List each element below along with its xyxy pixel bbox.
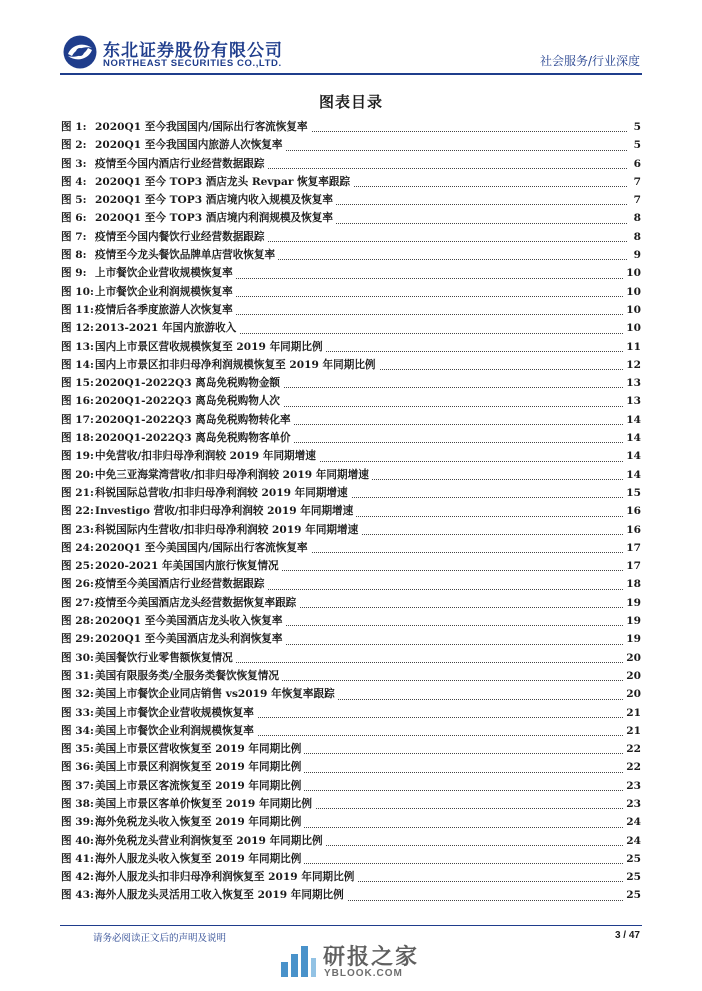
toc-entry-title: 海外免税龙头收入恢复至 2019 年同期比例	[95, 813, 304, 831]
toc-entry[interactable]	[61, 228, 641, 246]
toc-entry-page: 7	[631, 173, 641, 191]
toc-entry-label: 图 22:	[61, 505, 94, 518]
toc-entry-page: 24	[623, 832, 641, 850]
toc-entry-title: 2020Q1-2022Q3 离岛免税购物转化率	[95, 411, 294, 429]
toc-entry-page: 19	[623, 630, 641, 648]
page-number: 3 / 47	[614, 930, 640, 941]
toc-entry-label: 图 10:	[61, 285, 94, 298]
toc-entry-label: 图 40:	[61, 834, 94, 847]
toc-entry-title: 美国上市餐饮企业利润规模恢复率	[95, 722, 257, 740]
toc-entry-page: 21	[623, 722, 641, 740]
toc-entry-page: 14	[623, 429, 641, 447]
toc-entry-page: 20	[623, 667, 641, 685]
toc-title: 图表目录	[318, 93, 383, 111]
toc-entry-label: 图 29:	[61, 633, 94, 646]
toc-entry-page: 13	[623, 392, 641, 410]
toc-entry-label: 图 27:	[61, 596, 94, 609]
toc-entry-title: 2020Q1-2022Q3 离岛免税购物客单价	[95, 429, 294, 447]
toc-entry-page: 19	[623, 594, 641, 612]
toc-entry-title: 美国上市餐饮企业营收规模恢复率	[95, 704, 257, 722]
toc-entry-page: 8	[631, 228, 641, 246]
toc-entry[interactable]	[61, 575, 641, 593]
toc-entry-page: 9	[631, 246, 641, 264]
toc-entry-page: 10	[623, 301, 641, 319]
toc-entry-page: 5	[631, 118, 641, 136]
toc-entry-page: 14	[623, 466, 641, 484]
toc-entry-title: 疫情至今国内餐饮行业经营数据跟踪	[95, 228, 268, 246]
toc-entry-page: 23	[623, 777, 641, 795]
footer-disclaimer: 请务必阅读正文后的声明及说明	[93, 933, 227, 944]
toc-entry[interactable]	[61, 191, 641, 209]
toc-entry-label: 图 3:	[61, 157, 87, 170]
toc-entry[interactable]	[61, 594, 641, 612]
toc-entry[interactable]	[61, 868, 641, 886]
toc-entry-title: 2020Q1 至今美国酒店龙头收入恢复率	[95, 612, 286, 630]
toc-entry-label: 图 19:	[61, 450, 94, 463]
toc-entry-title: 2020Q1 至今我国国内旅游人次恢复率	[95, 136, 286, 154]
toc-entry[interactable]	[61, 777, 641, 795]
toc-entry-label: 图 31:	[61, 669, 94, 682]
toc-entry-label: 图 5:	[61, 194, 87, 207]
toc-entry[interactable]	[61, 392, 641, 410]
toc-entry-title: 2020Q1 至今美国国内/国际出行客流恢复率	[95, 539, 311, 557]
toc-entry-label: 图 4:	[61, 175, 87, 188]
toc-entry-page: 11	[623, 338, 641, 356]
toc-entry-page: 17	[623, 539, 641, 557]
toc-entry-label: 图 9:	[61, 267, 87, 280]
toc-entry-title: 海外人服龙头灵活用工收入恢复至 2019 年同期比例	[95, 886, 347, 904]
toc-entry-title: 美国有限服务类/全服务类餐饮恢复情况	[95, 667, 282, 685]
toc-entry[interactable]	[61, 484, 641, 502]
toc-entry-label: 图 33:	[61, 706, 94, 719]
toc-entry-title: 美国上市景区利润恢复至 2019 年同期比例	[95, 758, 304, 776]
toc-entry-title: 科锐国际内生营收/扣非归母净利润较 2019 年同期增速	[95, 521, 361, 539]
toc-entry-page: 20	[623, 649, 641, 667]
toc-entry[interactable]	[61, 612, 641, 630]
toc-entry[interactable]	[61, 118, 641, 136]
toc-entry-page: 16	[623, 502, 641, 520]
toc-entry-page: 18	[623, 575, 641, 593]
toc-entry[interactable]	[61, 447, 641, 465]
toc-entry-label: 图 6:	[61, 212, 87, 225]
footer-divider	[60, 925, 642, 926]
toc-entry-title: 中免营收/扣非归母净利润较 2019 年同期增速	[95, 447, 319, 465]
toc-entry[interactable]	[61, 886, 641, 904]
toc-entry-title: 2020-2021 年美国国内旅行恢复情况	[95, 557, 282, 575]
toc-entry[interactable]	[61, 850, 641, 868]
toc-entry-title: 中免三亚海棠湾营收/扣非归母净利润较 2019 年同期增速	[95, 466, 372, 484]
toc-entry-page: 17	[623, 557, 641, 575]
toc-entry-page: 5	[631, 136, 641, 154]
toc-entry-page: 21	[623, 704, 641, 722]
toc-entry-label: 图 23:	[61, 523, 94, 536]
toc-entry[interactable]	[61, 209, 641, 227]
toc-entry[interactable]	[61, 685, 641, 703]
toc-entry-label: 图 28:	[61, 615, 94, 628]
toc-entry-page: 25	[623, 868, 641, 886]
toc-entry[interactable]	[61, 301, 641, 319]
toc-entry-title: 疫情至今美国酒店龙头经营数据恢复率跟踪	[95, 594, 299, 612]
toc-entry-page: 24	[623, 813, 641, 831]
toc-entry-label: 图 15:	[61, 377, 94, 390]
toc-entry-title: 疫情至今龙头餐饮品牌单店营收恢复率	[95, 246, 278, 264]
toc-entry-title: 美国餐饮行业零售额恢复情况	[95, 649, 236, 667]
toc-entry[interactable]	[61, 539, 641, 557]
toc-entry-label: 图 26:	[61, 578, 94, 591]
toc-entry[interactable]	[61, 722, 641, 740]
toc-entry-title: 美国上市景区客流恢复至 2019 年同期比例	[95, 777, 304, 795]
toc-entry-label: 图 24:	[61, 541, 94, 554]
toc-entry[interactable]	[61, 338, 641, 356]
toc-entry[interactable]	[61, 795, 641, 813]
toc-entry-title: 2020Q1 至今我国国内/国际出行客流恢复率	[95, 118, 311, 136]
toc-entry[interactable]	[61, 832, 641, 850]
toc-entry[interactable]	[61, 173, 641, 191]
toc-entry-label: 图 12:	[61, 322, 94, 335]
toc-entry-label: 图 11:	[61, 303, 94, 316]
brand-name-cn: 东北证券股份有限公司	[103, 41, 283, 61]
toc-entry[interactable]	[61, 740, 641, 758]
toc-entry-title: 疫情至今美国酒店行业经营数据跟踪	[95, 575, 268, 593]
toc-entry-title: 疫情后各季度旅游人次恢复率	[95, 301, 236, 319]
toc-entry-label: 图 20:	[61, 468, 94, 481]
toc-entry[interactable]	[61, 411, 641, 429]
toc-entry-label: 图 13:	[61, 340, 94, 353]
toc-entry-page: 10	[623, 319, 641, 337]
watermark-logo-icon	[278, 940, 318, 980]
toc-entry-title: 2020Q1 至今 TOP3 酒店龙头 Revpar 恢复率跟踪	[95, 173, 353, 191]
toc-entry-label: 图 1:	[61, 121, 87, 133]
report-category: 社会服务/行业深度	[539, 54, 640, 68]
toc-entry-page: 20	[623, 685, 641, 703]
toc-entry-label: 图 18:	[61, 432, 94, 445]
watermark-text-cn: 研报之家	[323, 945, 420, 970]
toc-entry-label: 图 21:	[61, 486, 94, 499]
toc-entry-title: 海外免税龙头营业利润恢复至 2019 年同期比例	[95, 832, 326, 850]
toc-entry[interactable]	[61, 649, 641, 667]
company-logo-icon	[62, 34, 98, 70]
toc-entry-title: 2020Q1-2022Q3 离岛免税购物人次	[95, 392, 283, 410]
toc-entry-page: 25	[623, 850, 641, 868]
toc-entry-page: 6	[631, 155, 641, 173]
toc-entry-title: 国内上市景区营收规模恢复至 2019 年同期比例	[95, 338, 326, 356]
toc-entry-label: 图 36:	[61, 761, 94, 774]
toc-entry-label: 图 7:	[61, 230, 87, 243]
toc-entry-label: 图 38:	[61, 797, 94, 810]
toc-entry[interactable]	[61, 356, 641, 374]
toc-entry-label: 图 42:	[61, 871, 94, 884]
toc-entry[interactable]	[61, 557, 641, 575]
toc-entry-title: 2020Q1-2022Q3 离岛免税购物金额	[95, 374, 283, 392]
toc-entry[interactable]	[61, 429, 641, 447]
header-divider	[60, 73, 642, 75]
toc-entry-title: 上市餐饮企业利润规模恢复率	[95, 283, 236, 301]
toc-entry-page: 25	[623, 886, 641, 904]
toc-entry-label: 图 37:	[61, 779, 94, 792]
toc-entry-label: 图 16:	[61, 395, 94, 408]
toc-entry-label: 图 25:	[61, 560, 94, 573]
toc-entry-title: 海外人服龙头扣非归母净利润恢复至 2019 年同期比例	[95, 868, 357, 886]
toc-entry[interactable]	[61, 502, 641, 520]
toc-entry[interactable]	[61, 466, 641, 484]
toc-entry-page: 23	[623, 795, 641, 813]
toc-entry-title: 2013-2021 年国内旅游收入	[95, 319, 239, 337]
toc-entry-label: 图 17:	[61, 413, 94, 426]
toc-entry-title: 美国上市餐饮企业同店销售 vs2019 年恢复率跟踪	[95, 685, 338, 703]
toc-entry-label: 图 34:	[61, 724, 94, 737]
toc-entry-page: 12	[623, 356, 641, 374]
toc-entry-page: 10	[623, 283, 641, 301]
toc-entry[interactable]	[61, 704, 641, 722]
toc-entry-title: 科锐国际总营收/扣非归母净利润较 2019 年同期增速	[95, 484, 351, 502]
toc-entry-title: 疫情至今国内酒店行业经营数据跟踪	[95, 155, 268, 173]
toc-entry[interactable]	[61, 283, 641, 301]
toc-entry-page: 16	[623, 521, 641, 539]
toc-entry-page: 22	[623, 740, 641, 758]
toc-entry-page: 14	[623, 411, 641, 429]
toc-entry-label: 图 39:	[61, 816, 94, 829]
toc-entry-page: 13	[623, 374, 641, 392]
toc-entry-title: 海外人服龙头收入恢复至 2019 年同期比例	[95, 850, 304, 868]
toc-entry-page: 22	[623, 758, 641, 776]
toc-entry-page: 19	[623, 612, 641, 630]
watermark	[278, 938, 458, 984]
toc-entry[interactable]	[61, 136, 641, 154]
toc-entry[interactable]	[61, 630, 641, 648]
toc-entry-title: 上市餐饮企业营收规模恢复率	[95, 264, 236, 282]
toc-entry[interactable]	[61, 155, 641, 173]
toc-entry-title: 2020Q1 至今美国酒店龙头利润恢复率	[95, 630, 286, 648]
toc-entry-title: 国内上市景区扣非归母净利润规模恢复至 2019 年同期比例	[95, 356, 379, 374]
toc-entry-label: 图 32:	[61, 688, 94, 701]
toc-list	[61, 118, 641, 905]
toc-entry[interactable]	[61, 374, 641, 392]
toc-entry[interactable]	[61, 758, 641, 776]
toc-entry-page: 8	[631, 209, 641, 227]
toc-entry-page: 7	[631, 191, 641, 209]
toc-entry[interactable]	[61, 521, 641, 539]
toc-entry-label: 图 2:	[61, 139, 87, 152]
toc-entry-label: 图 30:	[61, 651, 94, 664]
toc-entry-label: 图 41:	[61, 852, 94, 865]
brand-name-en: NORTHEAST SECURITIES CO.,LTD.	[103, 58, 282, 69]
toc-entry-title: 2020Q1 至今 TOP3 酒店境内利润规模及恢复率	[95, 209, 336, 227]
toc-entry-page: 14	[623, 447, 641, 465]
toc-entry-label: 图 43:	[61, 889, 94, 902]
toc-entry-label: 图 35:	[61, 743, 94, 756]
toc-entry-title: Investigo 营收/扣非归母净利润较 2019 年同期增速	[95, 502, 356, 520]
toc-entry[interactable]	[61, 667, 641, 685]
toc-entry-title: 美国上市景区客单价恢复至 2019 年同期比例	[95, 795, 315, 813]
toc-entry-title: 美国上市景区营收恢复至 2019 年同期比例	[95, 740, 304, 758]
watermark-text-en: YBLOOK.COM	[324, 968, 403, 979]
toc-entry[interactable]	[61, 246, 641, 264]
toc-entry[interactable]	[61, 264, 641, 282]
toc-entry-label: 图 8:	[61, 249, 87, 262]
toc-entry-label: 图 14:	[61, 358, 94, 371]
toc-entry-page: 10	[623, 264, 641, 282]
toc-entry[interactable]	[61, 813, 641, 831]
toc-entry-title: 2020Q1 至今 TOP3 酒店境内收入规模及恢复率	[95, 191, 336, 209]
toc-entry-page: 15	[623, 484, 641, 502]
toc-entry[interactable]	[61, 319, 641, 337]
page-header	[0, 0, 702, 78]
